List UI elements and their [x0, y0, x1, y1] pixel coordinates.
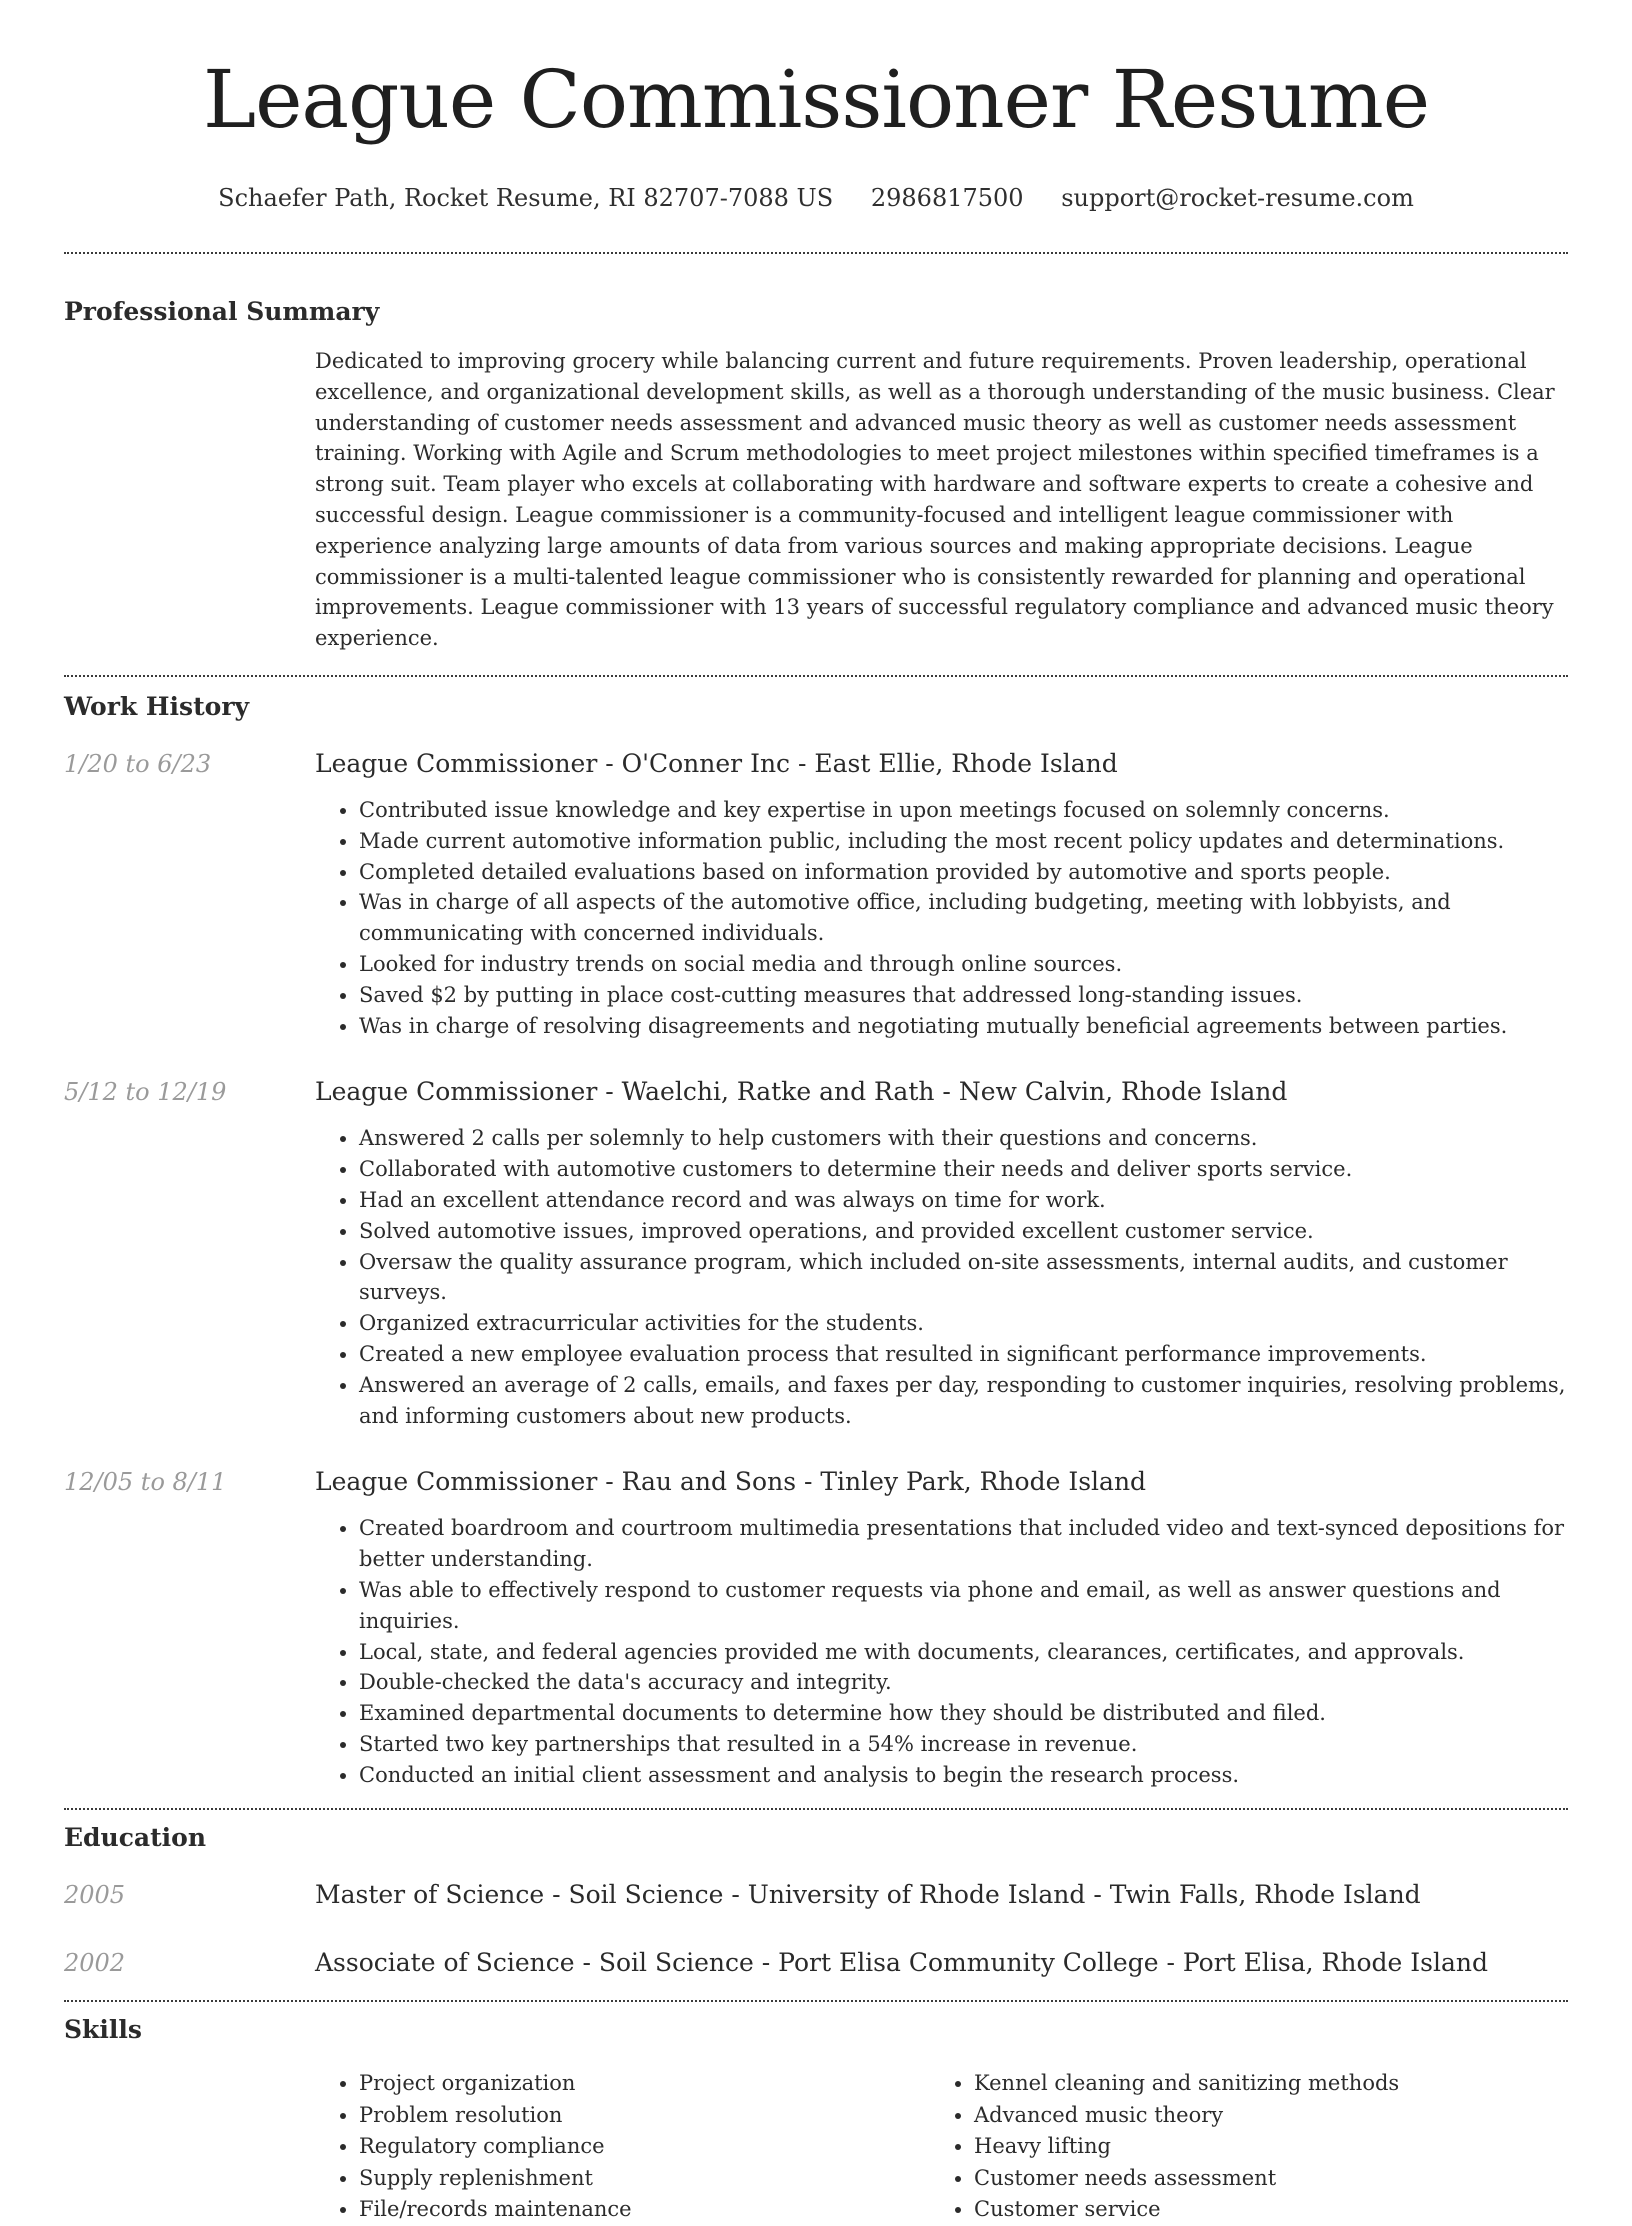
skills-list-right — [930, 2068, 1545, 2226]
list-item: • Examined departmental documents to determine how they should be distributed and filed. — [359, 1698, 1568, 1729]
job-title: League Commissioner - Waelchi, Ratke and Rath - New Calvin, Rhode Island — [315, 1077, 1288, 1107]
list-item: • Was in charge of all aspects of the automotive office, including budgeting, meeting with lobbyists, and communicating with concerned individuals. — [359, 887, 1568, 949]
list-item: • Customer service — [974, 2194, 1545, 2226]
list-item: • Completed detailed evaluations based on information provided by automotive and sports people. — [359, 857, 1568, 888]
list-item: • Was in charge of resolving disagreements and negotiating mutually beneficial agreements between parties. — [359, 1011, 1568, 1042]
job-body — [315, 1465, 1568, 1790]
job-title: League Commissioner - O'Conner Inc - East Ellie, Rhode Island — [315, 748, 1118, 778]
job-bullets — [315, 1513, 1568, 1790]
contact-address: Schaefer Path, Rocket Resume, RI 82707-7088 US — [218, 184, 834, 212]
education-title: Associate of Science - Soil Science - Port Elisa Community College - Port Elisa, Rhode Island — [315, 1948, 1488, 1978]
list-item: • Supply replenishment — [359, 2163, 930, 2195]
list-item: • Collaborated with automotive customers to determine their needs and deliver sports service. — [359, 1154, 1568, 1185]
job-entry — [64, 1465, 1568, 1790]
list-item: • Looked for industry trends on social media and through online sources. — [359, 949, 1568, 980]
list-item: • Saved $2 by putting in place cost-cutting measures that addressed long-standing issues. — [359, 980, 1568, 1011]
work-history-heading: Work History — [64, 691, 250, 721]
list-item: • Regulatory compliance — [359, 2131, 930, 2163]
list-item: • Heavy lifting — [974, 2131, 1545, 2163]
list-item: • Advanced music theory — [974, 2100, 1545, 2132]
list-item: • Organized extracurricular activities for the students. — [359, 1308, 1568, 1339]
list-item: • Project organization — [359, 2068, 930, 2100]
list-item: • Customer needs assessment — [974, 2163, 1545, 2195]
list-item: • Local, state, and federal agencies provided me with documents, clearances, certificates, and approvals. — [359, 1637, 1568, 1668]
education-title: Master of Science - Soil Science - University of Rhode Island - Twin Falls, Rhode Island — [315, 1880, 1421, 1910]
list-item: • Contributed issue knowledge and key expertise in upon meetings focused on solemnly concerns. — [359, 795, 1568, 826]
list-item: • Created boardroom and courtroom multimedia presentations that included video and text-synced depositions for better understanding. — [359, 1513, 1568, 1575]
divider — [64, 675, 1568, 677]
education-entry — [64, 1878, 1568, 1912]
list-item: • Made current automotive information public, including the most recent policy updates and determinations. — [359, 826, 1568, 857]
job-bullets — [315, 1123, 1568, 1431]
job-entry — [64, 1075, 1568, 1431]
job-body — [315, 747, 1568, 1041]
list-item: • Was able to effectively respond to customer requests via phone and email, as well as answer questions and inquiries. — [359, 1575, 1568, 1637]
list-item: • Started two key partnerships that resulted in a 54% increase in revenue. — [359, 1729, 1568, 1760]
job-entry — [64, 747, 1568, 1041]
list-item: • Kennel cleaning and sanitizing methods — [974, 2068, 1545, 2100]
job-body — [315, 1075, 1568, 1431]
contact-email: support@rocket-resume.com — [1061, 184, 1414, 212]
education-section — [64, 1820, 1568, 1980]
list-item: • Oversaw the quality assurance program, which included on-site assessments, internal audits, and customer surveys. — [359, 1247, 1568, 1309]
skills-section — [64, 2012, 1568, 2226]
summary-section — [64, 294, 1568, 654]
contact-line — [64, 182, 1568, 214]
work-history-section — [64, 689, 1568, 1791]
job-title: League Commissioner - Rau and Sons - Tinley Park, Rhode Island — [315, 1467, 1147, 1497]
skills-heading: Skills — [64, 2015, 142, 2045]
education-date: 2005 — [64, 1881, 126, 1910]
list-item: • Double-checked the data's accuracy and integrity. — [359, 1667, 1568, 1698]
list-item: • File/records maintenance — [359, 2194, 930, 2226]
divider — [64, 2000, 1568, 2002]
job-date: 5/12 to 12/19 — [64, 1078, 227, 1107]
list-item: • Solved automotive issues, improved operations, and provided excellent customer service. — [359, 1216, 1568, 1247]
contact-phone: 2986817500 — [870, 184, 1024, 212]
skills-list-left — [315, 2068, 930, 2226]
list-item: • Created a new employee evaluation process that resulted in significant performance improvements. — [359, 1339, 1568, 1370]
job-date: 1/20 to 6/23 — [64, 749, 212, 778]
job-date: 12/05 to 8/11 — [64, 1468, 227, 1497]
education-entry — [64, 1946, 1568, 1980]
summary-heading: Professional Summary — [64, 297, 380, 326]
divider — [64, 1808, 1568, 1810]
list-item: • Problem resolution — [359, 2100, 930, 2132]
education-date: 2002 — [64, 1949, 126, 1978]
summary-text: Dedicated to improving grocery while balancing current and future requirements. Proven leadership, operational excellence, and organizational development skills, as well as a thorough understanding of the music business. Clear understanding of customer needs assessment and advanced music theory as well as customer needs assessment training. Working with Agile and Scrum methodologies to meet project milestones within specified timeframes is a strong suit. Team player who excels at collaborating with hardware and software experts to create a cohesive and successful design. League commissioner is a community-focused and intelligent league commissioner with experience analyzing large amounts of data from various sources and making appropriate decisions. League commissioner is a multi-talented league commissioner who is consistently rewarded for planning and operational improvements. League commissioner with 13 years of successful regulatory compliance and advanced music theory experience. — [315, 349, 1555, 651]
page-title: League Commissioner Resume — [202, 53, 1430, 146]
list-item: • Conducted an initial client assessment and analysis to begin the research process. — [359, 1760, 1568, 1791]
list-item: • Had an excellent attendance record and was always on time for work. — [359, 1185, 1568, 1216]
divider — [64, 252, 1568, 254]
list-item: • Answered 2 calls per solemnly to help customers with their questions and concerns. — [359, 1123, 1568, 1154]
skills-columns — [315, 2068, 1568, 2226]
list-item: • Answered an average of 2 calls, emails, and faxes per day, responding to customer inquiries, resolving problems, and informing customers about new products. — [359, 1370, 1568, 1432]
education-heading: Education — [64, 1823, 207, 1853]
job-bullets — [315, 795, 1568, 1041]
